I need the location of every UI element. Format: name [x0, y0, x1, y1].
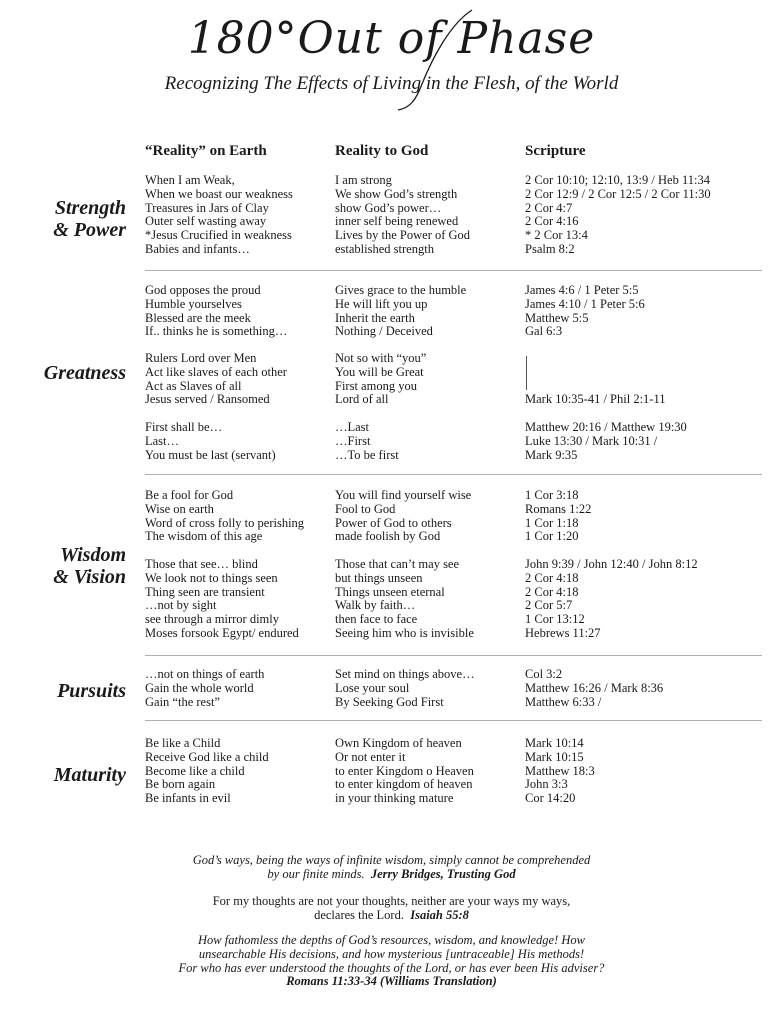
god-column	[335, 174, 520, 257]
label-line: Strength	[54, 197, 126, 219]
list-item: We show God’s strength	[335, 186, 458, 201]
list-item: If.. thinks he is something…	[145, 324, 288, 339]
list-item: James 4:6 / 1 Peter 5:5	[525, 283, 639, 297]
column-header-scripture: Scripture	[525, 143, 586, 159]
list-item: Mark 9:35	[525, 447, 578, 462]
list-item: * 2 Cor 13:4	[525, 228, 588, 243]
list-item: in your thinking mature	[335, 791, 454, 806]
list-item: to enter Kingdom o Heaven	[335, 763, 474, 778]
list-item: established strength	[335, 241, 434, 256]
list-item: 2 Cor 10:10; 12:10, 13:9 / Heb 11:34	[525, 173, 710, 187]
page-subtitle: Recognizing The Effects of Living in the Flesh, of the World	[164, 73, 619, 94]
god-column	[335, 668, 520, 709]
list-item: 1 Cor 13:12	[525, 612, 585, 627]
list-item: When we boast our weakness	[145, 186, 293, 201]
list-item: Gain “the rest”	[145, 694, 220, 709]
list-item: Mark 10:35-41 / Phil 2:1-11	[525, 392, 666, 406]
earth-column	[145, 352, 330, 407]
list-item: Wise on earth	[145, 501, 214, 516]
section-divider	[145, 720, 762, 721]
list-item: When I am Weak,	[145, 173, 235, 187]
earth-column	[145, 668, 330, 709]
list-item: Gives grace to the humble	[335, 283, 467, 297]
list-item: Or not enter it	[335, 749, 406, 764]
list-item: …First	[335, 433, 371, 448]
list-item: Receive God like a child	[145, 749, 269, 764]
quote-isaiah	[0, 895, 783, 923]
list-item: show God’s power…	[335, 200, 442, 215]
quote-source: Jerry Bridges, Trusting God	[370, 866, 516, 881]
list-item: Be a fool for God	[145, 488, 234, 502]
god-column	[335, 352, 520, 407]
list-item: 1 Cor 1:18	[525, 515, 579, 530]
quote-source: Romans 11:33-34 (Williams Translation)	[286, 974, 497, 989]
column-header-earth: “Reality” on Earth	[145, 143, 267, 159]
section-label-maturity: Maturity	[53, 764, 126, 786]
list-item: Gain the whole world	[145, 680, 254, 695]
quote-line: God’s ways, being the ways of infinite wisdom, simply cannot be comprehended	[192, 853, 591, 867]
list-item: First among you	[335, 378, 417, 393]
list-item: 2 Cor 12:9 / 2 Cor 12:5 / 2 Cor 11:30	[525, 186, 711, 201]
list-item: 2 Cor 4:18	[525, 570, 579, 585]
scripture-column	[525, 284, 770, 339]
list-item: Those that can’t may see	[335, 557, 460, 571]
list-item: Seeing him who is invisible	[335, 625, 474, 640]
list-item: made foolish by God	[335, 529, 441, 544]
list-item: …To be first	[335, 447, 399, 462]
list-item: Lives by the Power of God	[335, 228, 471, 243]
list-item: Luke 13:30 / Mark 10:31 /	[525, 433, 658, 448]
list-item: Treasures in Jars of Clay	[145, 200, 269, 215]
list-item: Moses forsook Egypt/ endured	[145, 625, 299, 640]
quote-line: For who has ever understood the thoughts of the Lord, or has ever been His adviser?	[178, 960, 605, 975]
list-item: 2 Cor 4:7	[525, 200, 573, 215]
list-item: Col 3:2	[525, 667, 563, 681]
list-item: God opposes the proud	[145, 283, 261, 297]
list-item: Nothing / Deceived	[335, 324, 433, 339]
list-item: Mark 10:15	[525, 749, 584, 764]
scripture-column	[525, 489, 770, 544]
list-item: Last…	[145, 433, 180, 448]
list-item: …not on things of earth	[145, 667, 265, 681]
section-label-pursuits: Pursuits	[57, 680, 126, 702]
list-item: First shall be…	[145, 420, 223, 434]
list-item: Matthew 6:33 /	[525, 694, 602, 709]
list-item: 2 Cor 4:16	[525, 214, 579, 229]
quote-line: For my thoughts are not your thoughts, neither are your ways my ways,	[212, 894, 571, 908]
list-item: Rulers Lord over Men	[145, 351, 257, 365]
scripture-column	[525, 393, 770, 407]
list-item: Babies and infants…	[145, 241, 250, 256]
list-item: I am strong	[335, 173, 392, 187]
list-item: Act like slaves of each other	[145, 364, 287, 379]
list-item: to enter kingdom of heaven	[335, 777, 473, 792]
list-item: Inherit the earth	[335, 310, 415, 325]
scripture-column	[525, 558, 770, 641]
list-item: inner self being renewed	[335, 214, 459, 229]
list-item: Romans 1:22	[525, 501, 592, 516]
list-item: Jesus served / Ransomed	[145, 392, 270, 407]
list-item: Become like a child	[145, 763, 245, 778]
list-item: Set mind on things above…	[335, 667, 475, 681]
section-label-greatness: Greatness	[43, 362, 126, 384]
earth-column	[145, 737, 330, 806]
list-item: Lose your soul	[335, 680, 410, 695]
list-item: Be like a Child	[145, 736, 221, 750]
section-label-wisdom	[0, 544, 126, 588]
list-item: By Seeking God First	[335, 694, 444, 709]
god-column	[335, 737, 520, 806]
god-column	[335, 489, 520, 544]
list-item: 2 Cor 5:7	[525, 598, 573, 613]
label-line: & Vision	[53, 566, 126, 588]
earth-column	[145, 489, 330, 544]
list-item: Hebrews 11:27	[525, 625, 601, 640]
god-column	[335, 558, 520, 641]
page-title: 180°Out of Phase	[187, 13, 596, 64]
list-item: John 9:39 / John 12:40 / John 8:12	[525, 557, 698, 571]
section-label-strength	[0, 197, 126, 241]
scripture-column	[525, 668, 770, 709]
earth-column	[145, 421, 330, 462]
list-item: Power of God to others	[335, 515, 452, 530]
list-item: Blessed are the meek	[145, 310, 251, 325]
quote-bridges	[0, 854, 783, 882]
list-item: Word of cross folly to perishing	[145, 515, 305, 530]
list-item: Cor 14:20	[525, 791, 576, 806]
list-item: *Jesus Crucified in weakness	[145, 228, 292, 243]
section-divider	[145, 474, 762, 475]
list-item: 1 Cor 1:20	[525, 529, 579, 544]
section-divider	[145, 655, 762, 656]
list-item: Lord of all	[335, 392, 389, 407]
list-item: …not by sight	[145, 598, 217, 613]
list-item: Outer self wasting away	[145, 214, 267, 229]
quote-source: Isaiah 55:8	[410, 907, 469, 922]
list-item: James 4:10 / 1 Peter 5:6	[525, 296, 645, 311]
list-item: Fool to God	[335, 501, 396, 516]
earth-column	[145, 284, 330, 339]
quote-line: How fathomless the depths of God’s resources, wisdom, and knowledge! How	[197, 933, 586, 947]
section-divider	[145, 270, 762, 271]
list-item: Not so with “you”	[335, 351, 427, 365]
god-column	[335, 284, 520, 339]
list-item: Psalm 8:2	[525, 241, 575, 256]
scripture-column	[525, 421, 770, 462]
list-item: see through a mirror dimly	[145, 612, 279, 627]
list-item: John 3:3	[525, 777, 568, 792]
list-item: Gal 6:3	[525, 324, 563, 339]
list-item: but things unseen	[335, 570, 423, 585]
god-column	[335, 421, 520, 462]
list-item: Matthew 20:16 / Matthew 19:30	[525, 420, 687, 434]
list-item: Act as Slaves of all	[145, 378, 242, 393]
column-header-god: Reality to God	[335, 143, 429, 159]
quote-line: by our finite minds.	[267, 866, 365, 881]
earth-column	[145, 558, 330, 641]
list-item: You will find yourself wise	[335, 488, 472, 502]
list-item: Walk by faith…	[335, 598, 416, 613]
list-item: Humble yourselves	[145, 296, 242, 311]
earth-column	[145, 174, 330, 257]
list-item: You must be last (servant)	[145, 447, 276, 462]
list-item: Thing seen are transient	[145, 584, 265, 599]
list-item: Be infants in evil	[145, 791, 231, 806]
list-item: …Last	[335, 420, 370, 434]
list-item: Those that see… blind	[145, 557, 258, 571]
label-line: Wisdom	[60, 544, 126, 566]
list-item: Things unseen eternal	[335, 584, 445, 599]
list-item: The wisdom of this age	[145, 529, 263, 544]
list-item: Be born again	[145, 777, 216, 792]
quote-line: unsearchable His decisions, and how mysterious [untraceable] His methods!	[198, 946, 585, 961]
list-item: He will lift you up	[335, 296, 428, 311]
list-item: Own Kingdom of heaven	[335, 736, 462, 750]
list-item: Mark 10:14	[525, 736, 584, 750]
list-item: Matthew 5:5	[525, 310, 589, 325]
quote-line: declares the Lord.	[314, 907, 404, 922]
list-item: 1 Cor 3:18	[525, 488, 579, 502]
quote-romans	[0, 934, 783, 989]
list-item: 2 Cor 4:18	[525, 584, 579, 599]
list-item: Matthew 18:3	[525, 763, 595, 778]
list-item: then face to face	[335, 612, 418, 627]
list-item: We look not to things seen	[145, 570, 278, 585]
list-item: You will be Great	[335, 364, 424, 379]
bracket-bar	[526, 356, 527, 390]
scripture-column	[525, 174, 770, 257]
list-item: Matthew 16:26 / Mark 8:36	[525, 680, 664, 695]
scripture-column	[525, 737, 770, 806]
label-line: & Power	[53, 219, 126, 241]
